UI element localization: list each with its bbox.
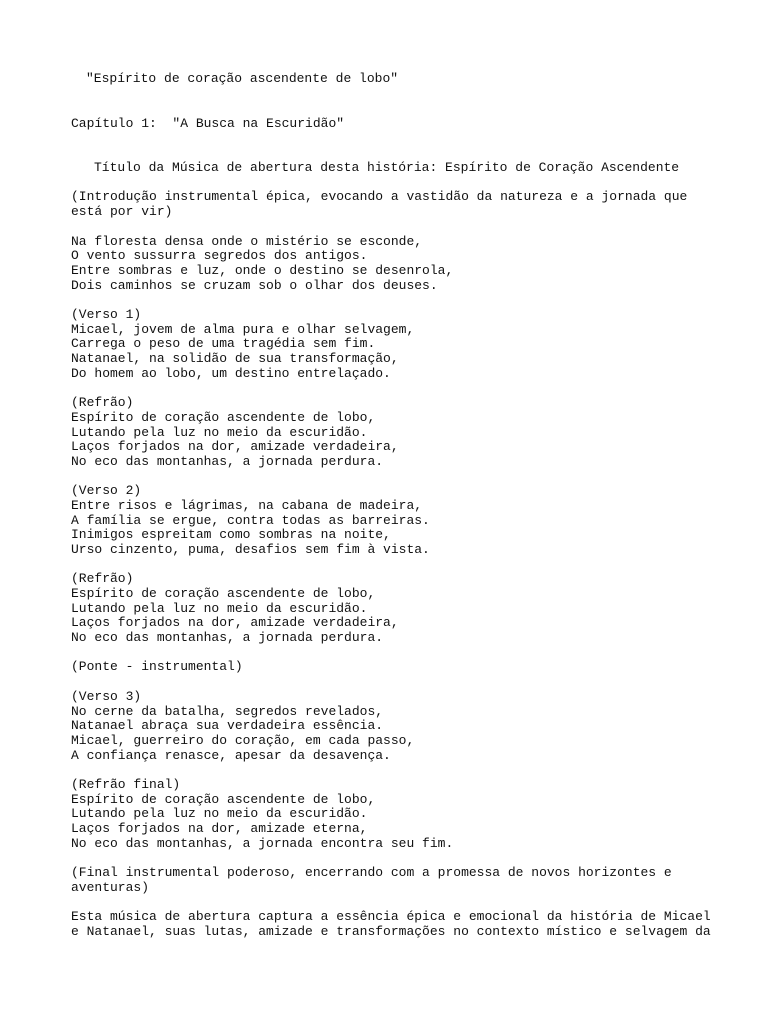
chorus-label: (Refrão) [71,571,134,586]
verse-line: A família se ergue, contra todas as barreiras. [71,513,430,528]
chorus-line: Lutando pela luz no meio da escuridão. [71,425,368,440]
chorus-line: No eco das montanhas, a jornada perdura. [71,630,384,645]
final-chorus-label: (Refrão final) [71,777,181,792]
stanza-line: O vento sussurra segredos dos antigos. [71,248,368,263]
verse-line: Inimigos espreitam como sombras na noite, [71,527,391,542]
verse-3-label: (Verso 3) [71,689,142,704]
verse-line: Micael, jovem de alma pura e olhar selvagem, [71,322,415,337]
intro-line: está por vir) [71,204,173,219]
verse-2-label: (Verso 2) [71,483,142,498]
chorus-line: Lutando pela luz no meio da escuridão. [71,601,368,616]
chorus-line: Espírito de coração ascendente de lobo, [71,792,376,807]
chorus-line: No eco das montanhas, a jornada perdura. [71,454,384,469]
verse-line: Micael, guerreiro do coração, em cada passo, [71,733,415,748]
chorus-line: Laços forjados na dor, amizade verdadeira, [71,439,399,454]
finale-line: (Final instrumental poderoso, encerrando com a promessa de novos horizontes e [71,865,672,880]
stanza-line: Na floresta densa onde o mistério se esconde, [71,234,423,249]
verse-line: Natanael abraça sua verdadeira essência. [71,718,384,733]
chorus-line: Lutando pela luz no meio da escuridão. [71,806,368,821]
stanza-line: Entre sombras e luz, onde o destino se desenrola, [71,263,454,278]
verse-line: No cerne da batalha, segredos revelados, [71,704,384,719]
bridge-label: (Ponte - instrumental) [71,659,243,674]
verse-line: Carrega o peso de uma tragédia sem fim. [71,336,376,351]
chorus-line: Espírito de coração ascendente de lobo, [71,586,376,601]
music-title: Título da Música de abertura desta história: Espírito de Coração Ascendente [94,160,680,175]
closing-line: e Natanael, suas lutas, amizade e transformações no contexto místico e selvagem da [71,924,711,939]
verse-1-label: (Verso 1) [71,307,142,322]
chorus-line: Espírito de coração ascendente de lobo, [71,410,376,425]
chorus-label: (Refrão) [71,395,134,410]
chorus-line: Laços forjados na dor, amizade verdadeira, [71,615,399,630]
verse-line: Do homem ao lobo, um destino entrelaçado. [71,366,391,381]
chorus-line: No eco das montanhas, a jornada encontra seu fim. [71,836,454,851]
closing-line: Esta música de abertura captura a essência épica e emocional da história de Micael [71,909,711,924]
verse-line: Urso cinzento, puma, desafios sem fim à vista. [71,542,430,557]
intro-line: (Introdução instrumental épica, evocando a vastidão da natureza e a jornada que [71,189,688,204]
verse-line: Entre risos e lágrimas, na cabana de madeira, [71,498,423,513]
chorus-line: Laços forjados na dor, amizade eterna, [71,821,368,836]
chapter-heading: Capítulo 1: "A Busca na Escuridão" [71,116,345,131]
stanza-line: Dois caminhos se cruzam sob o olhar dos deuses. [71,278,438,293]
verse-line: A confiança renasce, apesar da desavença. [71,748,391,763]
document-title: "Espírito de coração ascendente de lobo" [86,71,399,86]
verse-line: Natanael, na solidão de sua transformação, [71,351,399,366]
finale-line: aventuras) [71,880,150,895]
